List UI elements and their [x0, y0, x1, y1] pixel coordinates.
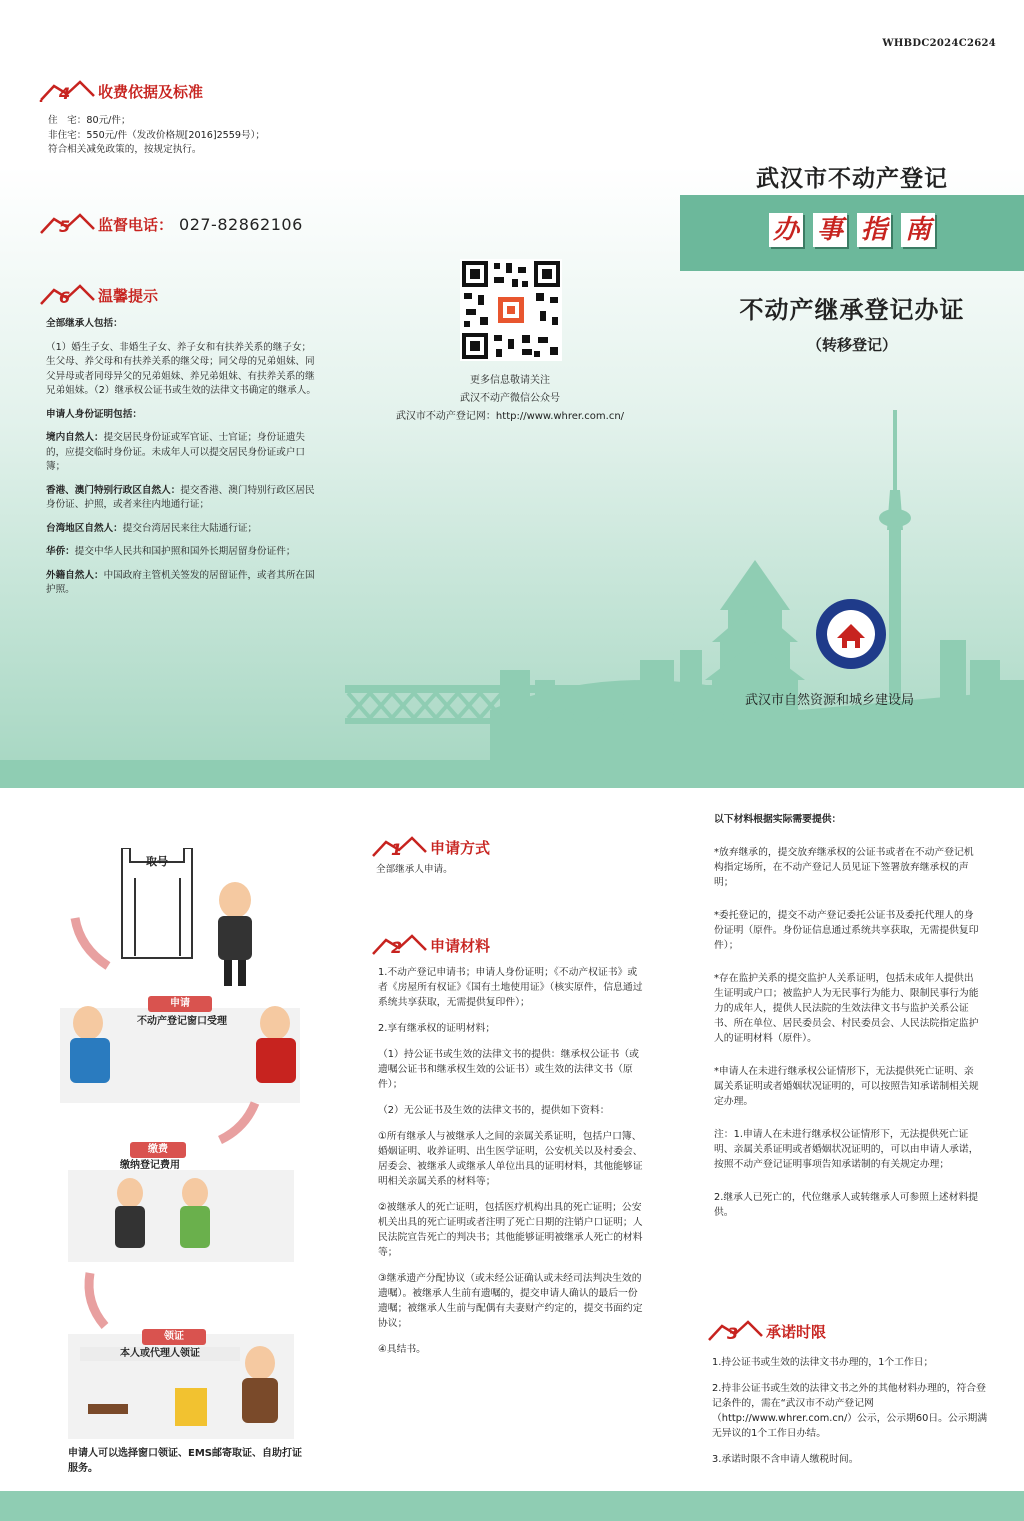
divider-band	[0, 760, 1024, 788]
step-apply-badge: 申请	[148, 996, 212, 1012]
section-3-heading	[706, 1318, 826, 1344]
guide-char: 事	[813, 213, 847, 247]
collection-note: 申请人可以选择窗口领证、EMS邮寄取证、自助打证服务。	[68, 1448, 302, 1474]
ticket-machine-label: 取号	[146, 855, 168, 868]
id-item: 台湾地区自然人：提交台湾居民来往大陆通行证；	[46, 522, 258, 534]
heirs-heading: 全部继承人包括：	[46, 318, 123, 329]
section-1-heading	[370, 834, 490, 860]
house-roof-icon	[370, 932, 428, 958]
document-code: WHBDC2024C2624	[882, 38, 996, 49]
registration-seal-logo	[815, 598, 887, 670]
id-heading: 申请人身份证明包括：	[46, 408, 142, 420]
section-title: 收费依据及标准	[98, 82, 204, 101]
step-collect-label: 本人或代理人领证	[80, 1347, 240, 1361]
document-subsubtitle: （转移登记）	[806, 336, 897, 354]
issuing-agency: 武汉市自然资源和城乡建设局	[745, 693, 915, 708]
id-item: 华侨：提交中华人民共和国护照和国外长期居留身份证件；	[46, 546, 296, 557]
section-number: 3	[727, 1324, 739, 1343]
fee-line: 住 宅：80元/件；	[48, 115, 131, 126]
house-roof-icon	[706, 1318, 764, 1344]
section-title: 温馨提示	[98, 286, 159, 305]
house-roof-icon	[38, 78, 96, 104]
section-number: 6	[59, 288, 71, 307]
section-number: 5	[59, 217, 71, 236]
id-item: 境内自然人：提交居民身份证或军官证、士官证；身份证遗失的，应提交临时身份证。未成年人可以提交居民身份证或户口簿；	[46, 432, 306, 472]
id-item: 外籍自然人：中国政府主管机关签发的居留证件，或者其所在国护照。	[46, 569, 315, 595]
guide-banner	[680, 195, 1024, 271]
step-pay-badge: 缴费	[130, 1142, 186, 1158]
document-subtitle: 不动产继承登记办证	[739, 296, 965, 324]
time-limit-text: 1.持公证书或生效的法律文书办理的，1个工作日； 2.持非公证书或生效的法律文书之外的其他材料办理的，符合登记条件的，需在“武汉市不动产登记网（http://www.whrer.com.cn/）公示，公示期60日。公示期满无异议的1个工作日办结。 3.承诺时限不含申请人缴税时间。	[712, 1357, 988, 1465]
optional-materials-text: 以下材料根据实际需要提供： *放弃继承的，提交放弃继承权的公证书或者在不动产登记机构指定场所，在不动产登记人员见证下签署放弃继承权的声明； *委托登记的，提交不动产登记委托公证书及委托代理人的身份证明（原件。身份证信息通过系统共享获取，无需提供复印件）； *存在监护关系的提交监护人关系证明，包括未成年人提供出生证明或户口；被监护人为无民事行为能力、限制民事行为能力的成年人，提供人民法院的生效法律文书与监护关系公证书、所在单位、居民委员会、村民委员会、人民法院指定监护人的证明材料（原件）。 *申请人在未进行继承权公证情形下，无法提供死亡证明、亲属关系证明或者婚姻状况证明的，可以按照告知承诺制相关规定办理。 注：1.申请人在未进行继承权公证情形下，无法提供死亡证明、亲属关系证明或者婚姻状况证明的，可以由申请人承诺，按照不动产登记证明事项告知承诺制的有关规定办理； 2.继承人已死亡的，代位继承人或转继承人可参照上述材料提供。	[714, 814, 979, 1218]
fee-standard-text	[48, 114, 338, 158]
heirs-body: （1）婚生子女、非婚生子女、养子女和有扶养关系的继子女；生父母、养父母和有扶养关系的继父母；同父母的兄弟姐妹、同父异母或者同母异父的兄弟姐妹、养兄弟姐妹、有扶养关系的继兄弟姐妹。（2）继承权公证书或生效的法律文书确定的继承人。	[46, 341, 316, 396]
step-collect-badge: 领证	[142, 1329, 206, 1345]
house-roof-icon	[370, 834, 428, 860]
guide-char: 指	[857, 213, 891, 247]
website-link[interactable]: 武汉市不动产登记网：http://www.whrer.com.cn/	[395, 411, 625, 422]
section-title: 申请材料	[430, 936, 491, 955]
fee-line: 非住宅：550元/件（发改价格规[2016]2559号）；	[48, 129, 265, 141]
guide-char: 南	[901, 213, 935, 247]
qr-caption: 更多信息敬请关注 武汉不动产微信公众号 武汉市不动产登记网：http://www.whrer.com.cn/	[360, 372, 660, 426]
section-5-heading	[38, 211, 303, 237]
wechat-qr-code	[460, 259, 562, 361]
section-number: 1	[391, 840, 403, 859]
section-title: 申请方式	[430, 838, 491, 857]
bottom-band	[0, 1491, 1024, 1521]
materials-text: 1.不动产登记申请书；申请人身份证明；《不动产权证书》或者《房屋所有权证》《国有土地使用证》（核实原件，信息通过系统共享获取，无需提供复印件）； 2.享有继承权的证明材料； （1）持公证书或生效的法律文书的提供：继承权公证书（或遗嘱公证书和继承权生效的公证书）或生效的法律文书（原件）； （2）无公证书及生效的法律文书的，提供如下资料： ①所有继承人与被继承人之间的亲属关系证明，包括户口簿、婚姻证明、收养证明、出生医学证明，公安机关以及村委会、居委会、被继承人或继承人单位出具的证明材料，其他能够证明相关亲属关系的材料等； ②被继承人的死亡证明，包括医疗机构出具的死亡证明；公安机关出具的死亡证明或者注明了死亡日期的注销户口证明；人民法院宣告死亡的判决书；其他能够证明被继承人死亡的材料等； ③继承遗产分配协议（或未经公证确认或未经司法判决生效的遗嘱）。被继承人生前有遗嘱的，提交申请人确认的最后一份遗嘱；被继承人生前与配偶有夫妻财产约定的，提交书面约定协议； ④具结书。	[378, 967, 643, 1355]
apply-method-text: 全部继承人申请。	[376, 864, 453, 875]
id-item: 香港、澳门特别行政区自然人：提交香港、澳门特别行政区居民身份证、护照，或者来往内地通行证；	[46, 484, 315, 510]
step-apply-label: 不动产登记窗口受理	[137, 1016, 227, 1027]
step-pay-label: 缴纳登记费用	[120, 1160, 180, 1171]
section-title: 承诺时限	[766, 1322, 827, 1341]
supervision-phone: 027-82862106	[179, 214, 303, 234]
process-illustration	[60, 848, 300, 1448]
top-panel	[0, 0, 1024, 760]
house-roof-icon	[38, 211, 96, 237]
fee-line: 符合相关减免政策的，按规定执行。	[48, 144, 202, 155]
section-number: 4	[59, 84, 71, 103]
brand-title: 武汉市不动产登记	[756, 166, 948, 192]
guide-char: 办	[769, 213, 803, 247]
section-4-heading	[38, 78, 203, 104]
house-roof-icon	[38, 282, 96, 308]
tips-text	[46, 317, 318, 607]
section-title: 监督电话：	[98, 215, 174, 234]
section-number: 2	[391, 938, 403, 957]
section-6-heading	[38, 282, 158, 308]
section-2-heading	[370, 932, 490, 958]
